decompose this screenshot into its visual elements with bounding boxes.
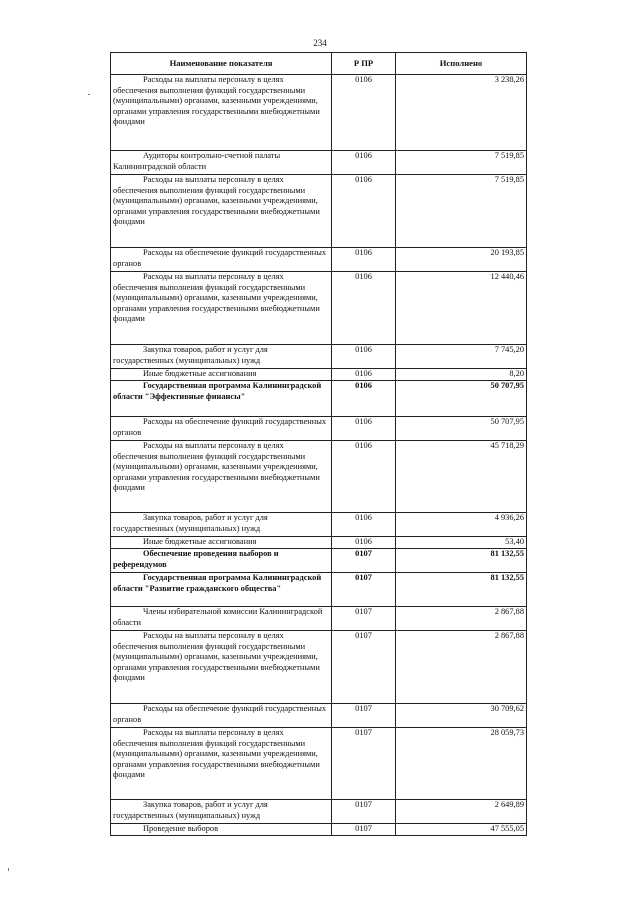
table-header-row: [111, 53, 527, 75]
header-executed: Исполнено: [396, 53, 527, 75]
section-code-cell: 0107: [332, 728, 396, 800]
executed-amount-cell: 45 718,29: [396, 441, 527, 513]
executed-amount-cell: 7 519,85: [396, 151, 527, 175]
header-section-code: Р ПР: [332, 53, 396, 75]
indicator-name-cell: Расходы на выплаты персоналу в целях обеспечения выполнения функций государственными (муниципальными) органами, казенными учреждениями, органами управления государственными внебюджетными фондами: [111, 175, 332, 248]
section-code-cell: 0106: [332, 151, 396, 175]
section-code-cell: 0107: [332, 704, 396, 728]
table-row: [111, 175, 527, 248]
section-code-cell: 0106: [332, 381, 396, 417]
indicator-name-cell: Расходы на обеспечение функций государственных органов: [111, 704, 332, 728]
indicator-name-cell: Расходы на выплаты персоналу в целях обеспечения выполнения функций государственными (муниципальными) органами, казенными учреждениями, органами управления государственными внебюджетными фондами: [111, 728, 332, 800]
executed-amount-cell: 20 193,85: [396, 248, 527, 272]
executed-amount-cell: 2 867,88: [396, 607, 527, 631]
section-code-cell: 0107: [332, 800, 396, 824]
executed-amount-cell: 28 059,73: [396, 728, 527, 800]
table-row: [111, 272, 527, 345]
section-code-cell: 0107: [332, 631, 396, 704]
indicator-name-cell: Государственная программа Калининградской области "Эффективные финансы": [111, 381, 332, 417]
executed-amount-cell: 47 555,05: [396, 824, 527, 836]
scan-artifact: [88, 94, 90, 95]
executed-amount-cell: 2 867,88: [396, 631, 527, 704]
indicator-name-cell: Проведение выборов: [111, 824, 332, 836]
table-row: [111, 417, 527, 441]
section-code-cell: 0106: [332, 345, 396, 369]
executed-amount-cell: 2 649,89: [396, 800, 527, 824]
executed-amount-cell: 50 707,95: [396, 417, 527, 441]
table-row: [111, 549, 527, 573]
indicator-name-cell: Расходы на обеспечение функций государственных органов: [111, 248, 332, 272]
table-row: [111, 369, 527, 381]
indicator-name-cell: Расходы на обеспечение функций государственных органов: [111, 417, 332, 441]
section-code-cell: 0107: [332, 607, 396, 631]
executed-amount-cell: 7 519,85: [396, 175, 527, 248]
scan-artifact: [8, 868, 9, 871]
page-number: 234: [313, 38, 327, 48]
executed-amount-cell: 53,40: [396, 537, 527, 549]
section-code-cell: 0107: [332, 824, 396, 836]
indicator-name-cell: Обеспечение проведения выборов и референдумов: [111, 549, 332, 573]
section-code-cell: 0106: [332, 75, 396, 151]
section-code-cell: 0107: [332, 573, 396, 607]
table-row: [111, 728, 527, 800]
table-body: [111, 75, 527, 836]
section-code-cell: 0106: [332, 441, 396, 513]
indicator-name-cell: Закупка товаров, работ и услуг для государственных (муниципальных) нужд: [111, 345, 332, 369]
indicator-name-cell: Иные бюджетные ассигнования: [111, 369, 332, 381]
table-row: [111, 151, 527, 175]
indicator-name-cell: Расходы на выплаты персоналу в целях обеспечения выполнения функций государственными (муниципальными) органами, казенными учреждениями, органами управления государственными внебюджетными фондами: [111, 272, 332, 345]
indicator-name-cell: Члены избирательной комиссии Калининградской области: [111, 607, 332, 631]
indicator-name-cell: Закупка товаров, работ и услуг для государственных (муниципальных) нужд: [111, 513, 332, 537]
executed-amount-cell: 8,20: [396, 369, 527, 381]
executed-amount-cell: 4 936,26: [396, 513, 527, 537]
table-row: [111, 513, 527, 537]
section-code-cell: 0106: [332, 369, 396, 381]
section-code-cell: 0106: [332, 272, 396, 345]
executed-amount-cell: 3 238,26: [396, 75, 527, 151]
table-row: [111, 800, 527, 824]
table-row: [111, 704, 527, 728]
section-code-cell: 0107: [332, 549, 396, 573]
executed-amount-cell: 50 707,95: [396, 381, 527, 417]
budget-table: [110, 52, 527, 836]
table-row: [111, 824, 527, 836]
executed-amount-cell: 12 440,46: [396, 272, 527, 345]
header-indicator-name: Наименование показателя: [111, 53, 332, 75]
table-row: [111, 75, 527, 151]
table-row: [111, 345, 527, 369]
indicator-name-cell: Расходы на выплаты персоналу в целях обеспечения выполнения функций государственными (муниципальными) органами, казенными учреждениями, органами управления государственными внебюджетными фондами: [111, 75, 332, 151]
section-code-cell: 0106: [332, 175, 396, 248]
indicator-name-cell: Расходы на выплаты персоналу в целях обеспечения выполнения функций государственными (муниципальными) органами, казенными учреждениями, органами управления государственными внебюджетными фондами: [111, 631, 332, 704]
executed-amount-cell: 81 132,55: [396, 549, 527, 573]
executed-amount-cell: 7 745,20: [396, 345, 527, 369]
table-row: [111, 381, 527, 417]
indicator-name-cell: Закупка товаров, работ и услуг для государственных (муниципальных) нужд: [111, 800, 332, 824]
executed-amount-cell: 30 709,62: [396, 704, 527, 728]
indicator-name-cell: Государственная программа Калининградской области "Развитие гражданского общества": [111, 573, 332, 607]
section-code-cell: 0106: [332, 248, 396, 272]
table-row: [111, 441, 527, 513]
table-row: [111, 573, 527, 607]
executed-amount-cell: 81 132,55: [396, 573, 527, 607]
table-row: [111, 631, 527, 704]
table-row: [111, 248, 527, 272]
indicator-name-cell: Расходы на выплаты персоналу в целях обеспечения выполнения функций государственными (муниципальными) органами, казенными учреждениями, органами управления государственными внебюджетными фондами: [111, 441, 332, 513]
indicator-name-cell: Иные бюджетные ассигнования: [111, 537, 332, 549]
section-code-cell: 0106: [332, 513, 396, 537]
indicator-name-cell: Аудиторы контрольно-счетной палаты Калининградской области: [111, 151, 332, 175]
section-code-cell: 0106: [332, 537, 396, 549]
table-row: [111, 607, 527, 631]
table-row: [111, 537, 527, 549]
section-code-cell: 0106: [332, 417, 396, 441]
